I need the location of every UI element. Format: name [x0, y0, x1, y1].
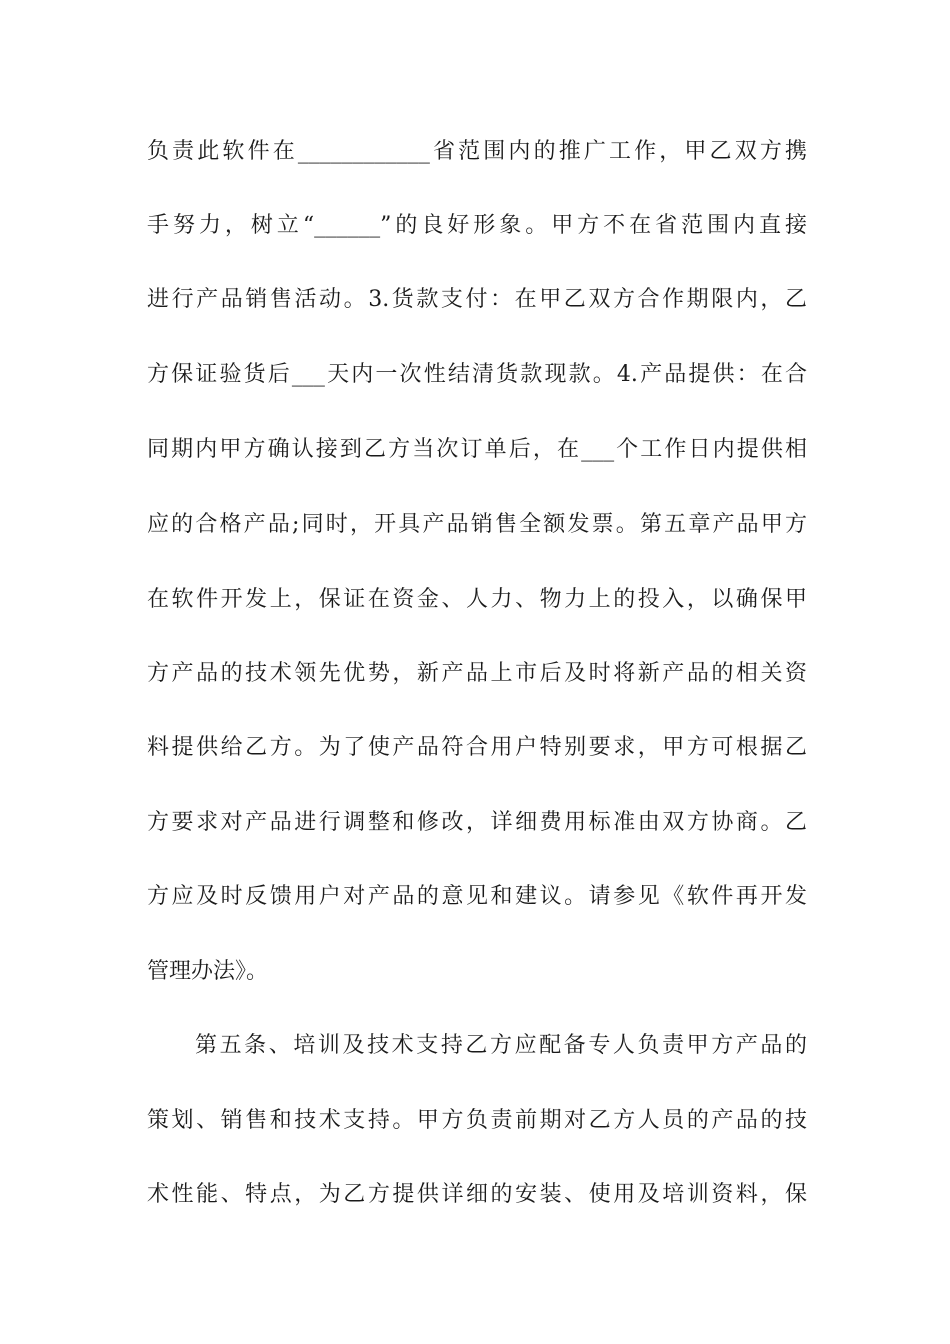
text-line-10: 方要求对产品进行调整和修改，详细费用标准由双方协商。乙	[147, 810, 807, 835]
text-line-3: 进行产品销售活动。3.货款支付：在甲乙双方合作期限内，乙	[147, 287, 807, 312]
text-line-4: 方保证验货后___天内一次性结清货款现款。4.产品提供：在合	[147, 362, 807, 387]
text-line-15: 术性能、特点，为乙方提供详细的安装、使用及培训资料，保	[147, 1182, 807, 1207]
text-line-2: 手努力，树立“______”的良好形象。甲方不在省范围内直接	[147, 213, 807, 238]
text-line-14: 策划、销售和技术支持。甲方负责前期对乙方人员的产品的技	[147, 1108, 807, 1133]
text-line-11: 方应及时反馈用户对产品的意见和建议。请参见《软件再开发	[147, 884, 807, 909]
text-line-13: 第五条、培训及技术支持乙方应配备专人负责甲方产品的	[195, 1033, 807, 1058]
text-line-6: 应的合格产品;同时，开具产品销售全额发票。第五章产品甲方	[147, 512, 807, 537]
text-line-8: 方产品的技术领先优势，新产品上市后及时将新产品的相关资	[147, 661, 807, 686]
text-line-7: 在软件开发上，保证在资金、人力、物力上的投入，以确保甲	[147, 587, 807, 612]
text-line-9: 料提供给乙方。为了使产品符合用户特别要求，甲方可根据乙	[147, 735, 807, 760]
text-line-1: 负责此软件在____________省范围内的推广工作，甲乙双方携	[147, 139, 807, 164]
text-line-12: 管理办法》。	[147, 959, 269, 984]
text-line-5: 同期内甲方确认接到乙方当次订单后，在___个工作日内提供相	[147, 437, 807, 462]
